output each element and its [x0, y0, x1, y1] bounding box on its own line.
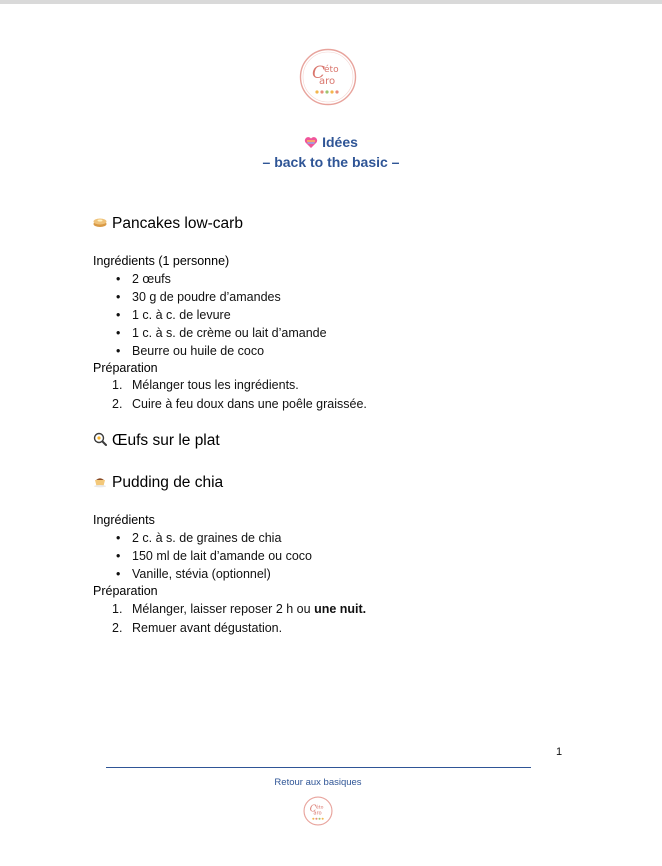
svg-text:C: C — [309, 804, 317, 815]
steps-list — [93, 376, 367, 413]
svg-text:éto: éto — [324, 65, 339, 75]
list-item: • 30 g de poudre d’amandes — [93, 288, 327, 306]
list-item — [93, 619, 366, 637]
step-emphasis: une nuit. — [314, 602, 367, 616]
heart-icon — [304, 136, 318, 149]
footer-divider — [106, 767, 531, 768]
step-number: 1. — [112, 602, 123, 616]
list-item: • 2 œufs — [93, 270, 327, 288]
list-item: • Vanille, stévia (optionnel) — [93, 565, 312, 583]
preparation-label: Préparation — [93, 361, 158, 375]
list-item — [93, 395, 367, 413]
recipe-title: Pancakes low-carb — [112, 215, 243, 232]
pudding-icon — [93, 474, 107, 488]
page-subtitle: – back to the basic – — [262, 154, 400, 170]
step-number: 2. — [112, 621, 123, 635]
recipe-title: Œufs sur le plat — [112, 432, 220, 449]
page-title — [0, 132, 662, 152]
footer-text: Retour aux basiques — [274, 777, 362, 788]
step-text: Remuer avant dégustation. — [132, 621, 283, 635]
step-text: Mélanger, laisser reposer 2 h ou — [132, 602, 311, 616]
window-top-border — [0, 0, 662, 4]
list-item: • 2 c. à s. de graines de chia — [93, 529, 312, 547]
ingredients-list — [93, 270, 327, 360]
list-item: • 150 ml de lait d’amande ou coco — [93, 547, 312, 565]
step-number: 2. — [112, 397, 123, 411]
ingredients-label: Ingrédients (1 personne) — [93, 254, 230, 268]
recipe-heading-pancakes — [93, 214, 243, 234]
list-item: • Beurre ou huile de coco — [93, 342, 327, 360]
ceto-caro-logo-small — [303, 796, 333, 826]
steps-list — [93, 600, 366, 637]
svg-text:éto: éto — [315, 805, 324, 811]
title-block — [0, 132, 662, 172]
ingredients-label: Ingrédients — [93, 513, 155, 527]
step-number: 1. — [112, 378, 123, 392]
pancake-icon — [93, 215, 107, 229]
step-text: Mélanger tous les ingrédients. — [132, 378, 299, 392]
list-item: • 1 c. à s. de crème ou lait d’amande — [93, 324, 327, 342]
recipe-title: Pudding de chia — [112, 474, 224, 491]
list-item — [93, 600, 366, 618]
svg-text:aro: aro — [319, 76, 336, 87]
page-number: 1 — [556, 746, 563, 758]
list-item — [93, 376, 367, 394]
recipe-heading-oeufs — [93, 431, 220, 451]
ceto-caro-logo — [299, 48, 357, 106]
preparation-label: Préparation — [93, 584, 158, 598]
step-text: Cuire à feu doux dans une poêle graissée. — [132, 397, 367, 411]
list-item: • 1 c. à c. de levure — [93, 306, 327, 324]
svg-text:C: C — [312, 63, 326, 83]
title-text: Idées — [322, 134, 358, 150]
ingredients-list — [93, 529, 312, 583]
frying-pan-egg-icon — [93, 432, 107, 446]
recipe-heading-pudding — [93, 473, 223, 493]
svg-text:aro: aro — [313, 810, 322, 817]
